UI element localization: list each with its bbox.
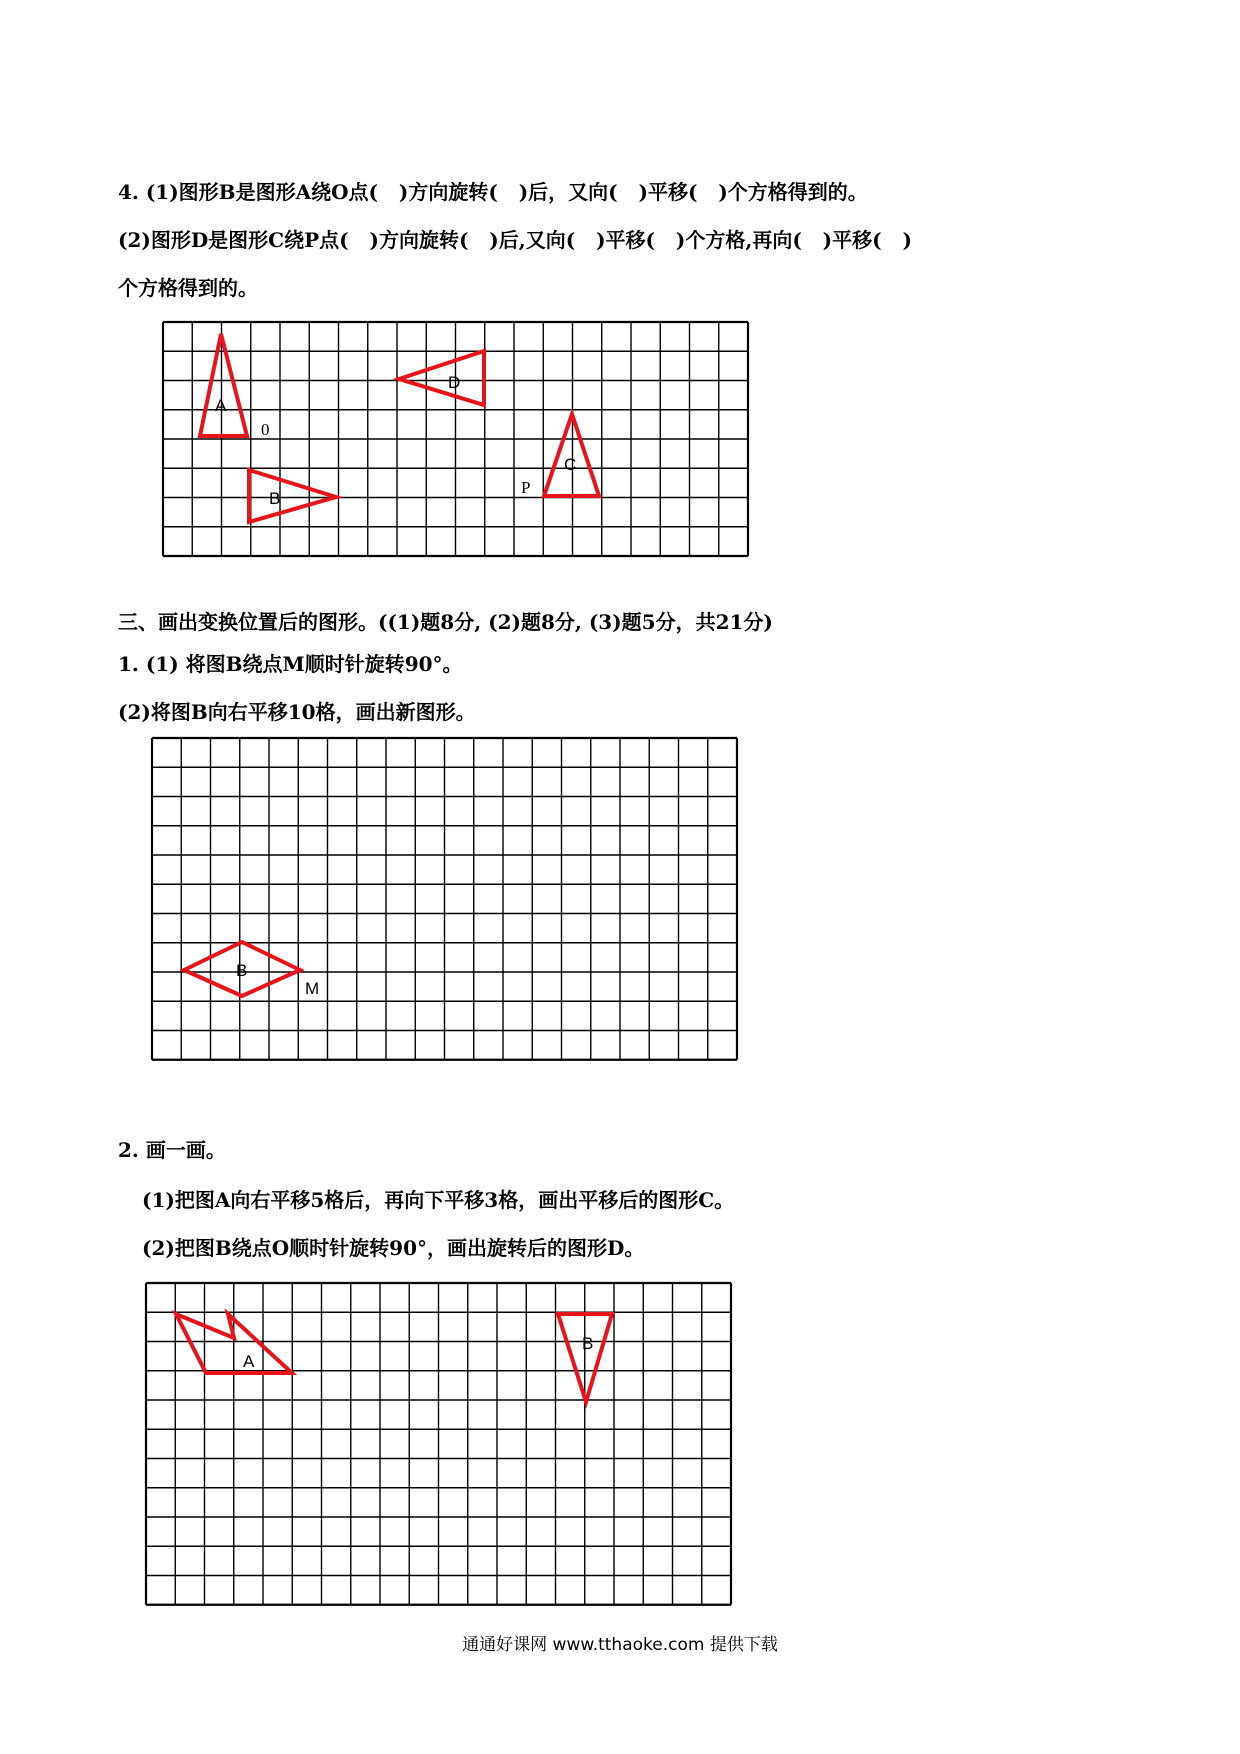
label-a: A — [243, 1352, 255, 1371]
s3-q2-line-1: (1)把图A向右平移5格后，再向下平移3格，画出平移后的图形C。 — [142, 1188, 735, 1212]
label-b: B — [236, 961, 248, 980]
s3-q1-line-1: 1. (1) 将图B绕点M顺时针旋转90°。 — [118, 652, 463, 676]
grid-lines — [152, 738, 737, 1060]
s3-q2-line-2: (2)把图B绕点O顺时针旋转90°，画出旋转后的图形D。 — [142, 1236, 645, 1260]
triangle-a — [200, 334, 247, 436]
footer: 通通好课网 www.tthaoke.com 提供下载 — [462, 1635, 778, 1655]
q4-line-1: 4. (1)图形B是图形A绕O点( )方向旋转( )后，又向( )平移( )个方格得到的。 — [118, 180, 868, 204]
label-b: B — [582, 1334, 594, 1353]
grid-q4 — [163, 322, 748, 556]
label-a: A — [215, 396, 227, 415]
q4-line-2: (2)图形D是图形C绕P点( )方向旋转( )后,又向( )平移( )个方格,再向( )平移( ) — [118, 228, 912, 252]
triangle-d — [399, 351, 484, 405]
s3-q2-title: 2. 画一画。 — [118, 1138, 226, 1162]
label-d: D — [448, 373, 461, 392]
grid-s3-q1 — [152, 738, 737, 1060]
point-p: P — [521, 478, 531, 497]
q4-line-3: 个方格得到的。 — [118, 276, 258, 300]
triangle-b — [249, 470, 336, 522]
s3-q1-line-2: (2)将图B向右平移10格，画出新图形。 — [118, 700, 476, 724]
point-o: 0 — [261, 420, 270, 439]
grid-s3-q2 — [146, 1283, 731, 1605]
label-c: C — [564, 455, 577, 474]
point-m: M — [305, 979, 320, 998]
label-b: B — [269, 489, 281, 508]
section3-heading: 三、画出变换位置后的图形。((1)题8分, (2)题8分, (3)题5分，共21分) — [118, 610, 773, 634]
